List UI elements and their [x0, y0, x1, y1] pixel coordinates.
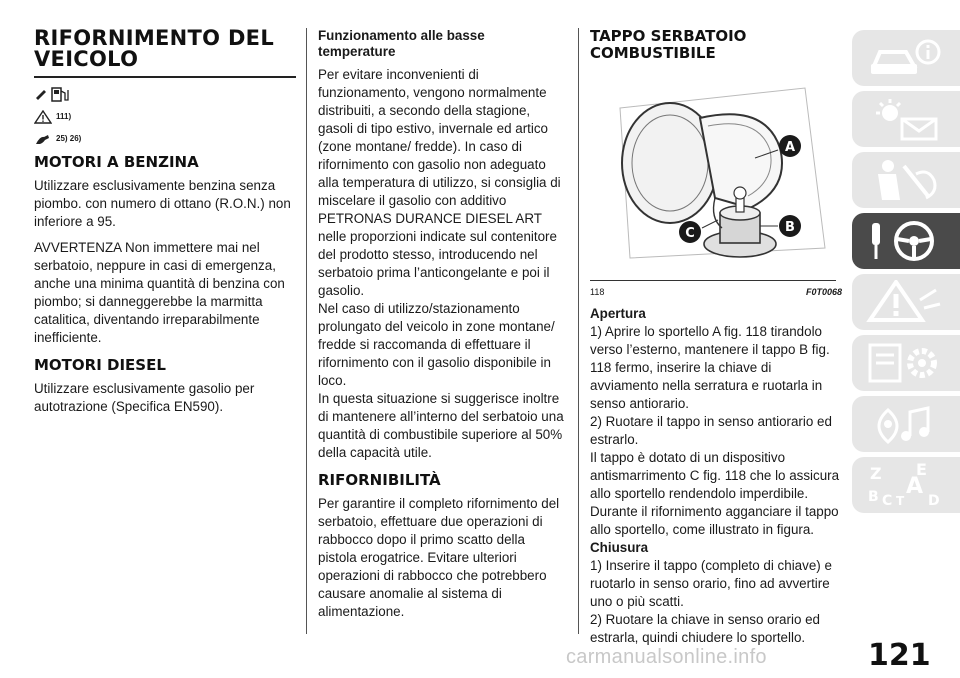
tab-emergency[interactable]: [852, 274, 960, 330]
paragraph-basse-temperature: Per evitare inconvenienti di funzionamento, vengono normalmente distribuiti, a secondo della stagione, gasoli di tipo estivo, invernale ed artico (zone montane/ fredde). In caso di rifornimento con gasolio non adeguato alla temperatura di utilizzo, si consiglia di miscelare il gasolio con additivo PETRONAS DURANCE DIESEL ART nelle proporzioni indicate sul contenitore del prodotto stesso, introducendo nel serbatoio prima l’anticongelante e poi il gasolio. Nel caso di utilizzo/stazionamento prolungato del veicolo in zone montane/ fredde si raccomanda di effettuare il rifornimento con il gasolio disponibile in loco. In questa situazione si suggerisce inoltre di mantenere all’interno del serbatoio una quantità di combustibile superiore al 50% della capacità utile.: [318, 67, 564, 460]
tab-maintenance[interactable]: [852, 335, 960, 391]
paragraph-chiusura: 1) Inserire il tappo (completo di chiave) e ruotarlo in senso orario, fino ad avvertire uno o più scatti. 2) Ruotare la chiave in senso orario ed estrarla, quindi chiudere lo sportello.: [590, 558, 832, 645]
warning-ref-row: [34, 108, 296, 126]
paragraph-avvertenza: AVVERTENZA Non immettere mai nel serbatoio, neppure in casi di emergenza, anche una minima quantità di benzina con piombo; si danneggerebbe la marmitta catalitica, diventando irreparabilmente inefficiente.: [34, 240, 285, 345]
warning-lights-icon: [866, 97, 946, 141]
index-letter-c: C: [882, 493, 893, 507]
paragraph-rifornibilita: Per garantire il completo rifornimento del serbatoio, effettuare due operazioni di rabbocco dopo il primo scatto della pistola erogatrice. Evitare ulteriori operazioni di rabbocco che potrebbero causare anomalie al sistema di alimentazione.: [318, 496, 560, 619]
heading-chiusura: Chiusura: [590, 540, 649, 555]
maintenance-icon: [866, 341, 946, 385]
heading-rifornibilita: RIFORNIBILITÀ: [318, 471, 441, 489]
tab-dashboard-warnings[interactable]: [852, 91, 960, 147]
tab-index[interactable]: [852, 457, 960, 513]
key-steering-wheel-icon: [866, 219, 946, 263]
watermark: carmanualsonline.info: [566, 646, 767, 668]
figure-label-a: A: [784, 140, 796, 155]
figure-code: F0T0068: [805, 287, 842, 297]
index-letter-b: B: [868, 489, 879, 505]
chapter-tabs: [852, 30, 960, 518]
index-letter-z: Z: [870, 464, 882, 483]
column-2: [318, 28, 564, 629]
caution-hand-icon: [34, 132, 52, 146]
caution-reference: 25) 26): [56, 134, 82, 143]
fuel-cap-figure: [590, 68, 836, 281]
tab-multimedia[interactable]: [852, 396, 960, 452]
heading-tappo-serbatoio: TAPPO SERBATOIO COMBUSTIBILE: [590, 27, 747, 62]
warning-triangle-icon: [34, 110, 52, 124]
column-1: [34, 28, 296, 424]
figure-number: 118: [590, 287, 605, 297]
heading-benzina: MOTORI A BENZINA: [34, 153, 199, 171]
index-letter-e: E: [916, 463, 927, 479]
warning-reference: 111): [56, 112, 72, 121]
section-title: RIFORNIMENTO DEL VEICOLO: [34, 26, 275, 71]
heading-diesel: MOTORI DIESEL: [34, 356, 166, 374]
car-info-icon: [866, 36, 946, 80]
column-divider-1: [306, 28, 307, 634]
safety-seat-icon: [866, 158, 946, 202]
heading-apertura: Apertura: [590, 306, 646, 321]
caution-ref-row: [34, 130, 296, 148]
index-letter-a: A: [906, 474, 924, 499]
paragraph-benzina: Utilizzare esclusivamente benzina senza piombo. con numero di ottano (R.O.N.) non inferiore a 95.: [34, 178, 291, 229]
figure-label-b: B: [785, 220, 795, 235]
emergency-icon: [866, 280, 946, 324]
alphabetical-index-icon: [866, 463, 946, 507]
multimedia-icon: [866, 402, 946, 446]
figure-caption: [590, 283, 842, 301]
title-rule: [34, 76, 296, 78]
figure-label-c: C: [685, 226, 695, 241]
paragraph-diesel: Utilizzare esclusivamente gasolio per autotrazione (Specifica EN590).: [34, 381, 255, 414]
fuel-icon-row: [34, 84, 296, 104]
index-letter-d: D: [928, 493, 940, 507]
tab-vehicle-knowledge[interactable]: [852, 30, 960, 86]
tab-starting-driving[interactable]: [852, 213, 960, 269]
fuel-cap-illustration: [590, 68, 836, 268]
paragraph-apertura: 1) Aprire lo sportello A fig. 118 tirandolo verso l’esterno, mantenere il tappo B fig. 118 fermo, inserire la chiave di avviamento nella serratura e ruotarla in senso antiorario. 2) Ruotare il tappo in senso antiorario ed estrarlo. Il tappo è dotato di un dispositivo antismarrimento C fig. 118 che lo assicura allo sportello rendendolo imperdibile. Durante il rifornimento agganciare il tappo allo sportello, come illustrato in figura.: [590, 324, 840, 537]
index-letter-t: T: [896, 494, 905, 507]
column-3: [590, 28, 842, 655]
column-divider-2: [578, 28, 579, 634]
tab-safety[interactable]: [852, 152, 960, 208]
page-number: 121: [868, 638, 931, 673]
heading-basse-temperature: Funzionamento alle basse temperature: [318, 28, 485, 59]
fuel-pump-icon: [34, 84, 74, 104]
